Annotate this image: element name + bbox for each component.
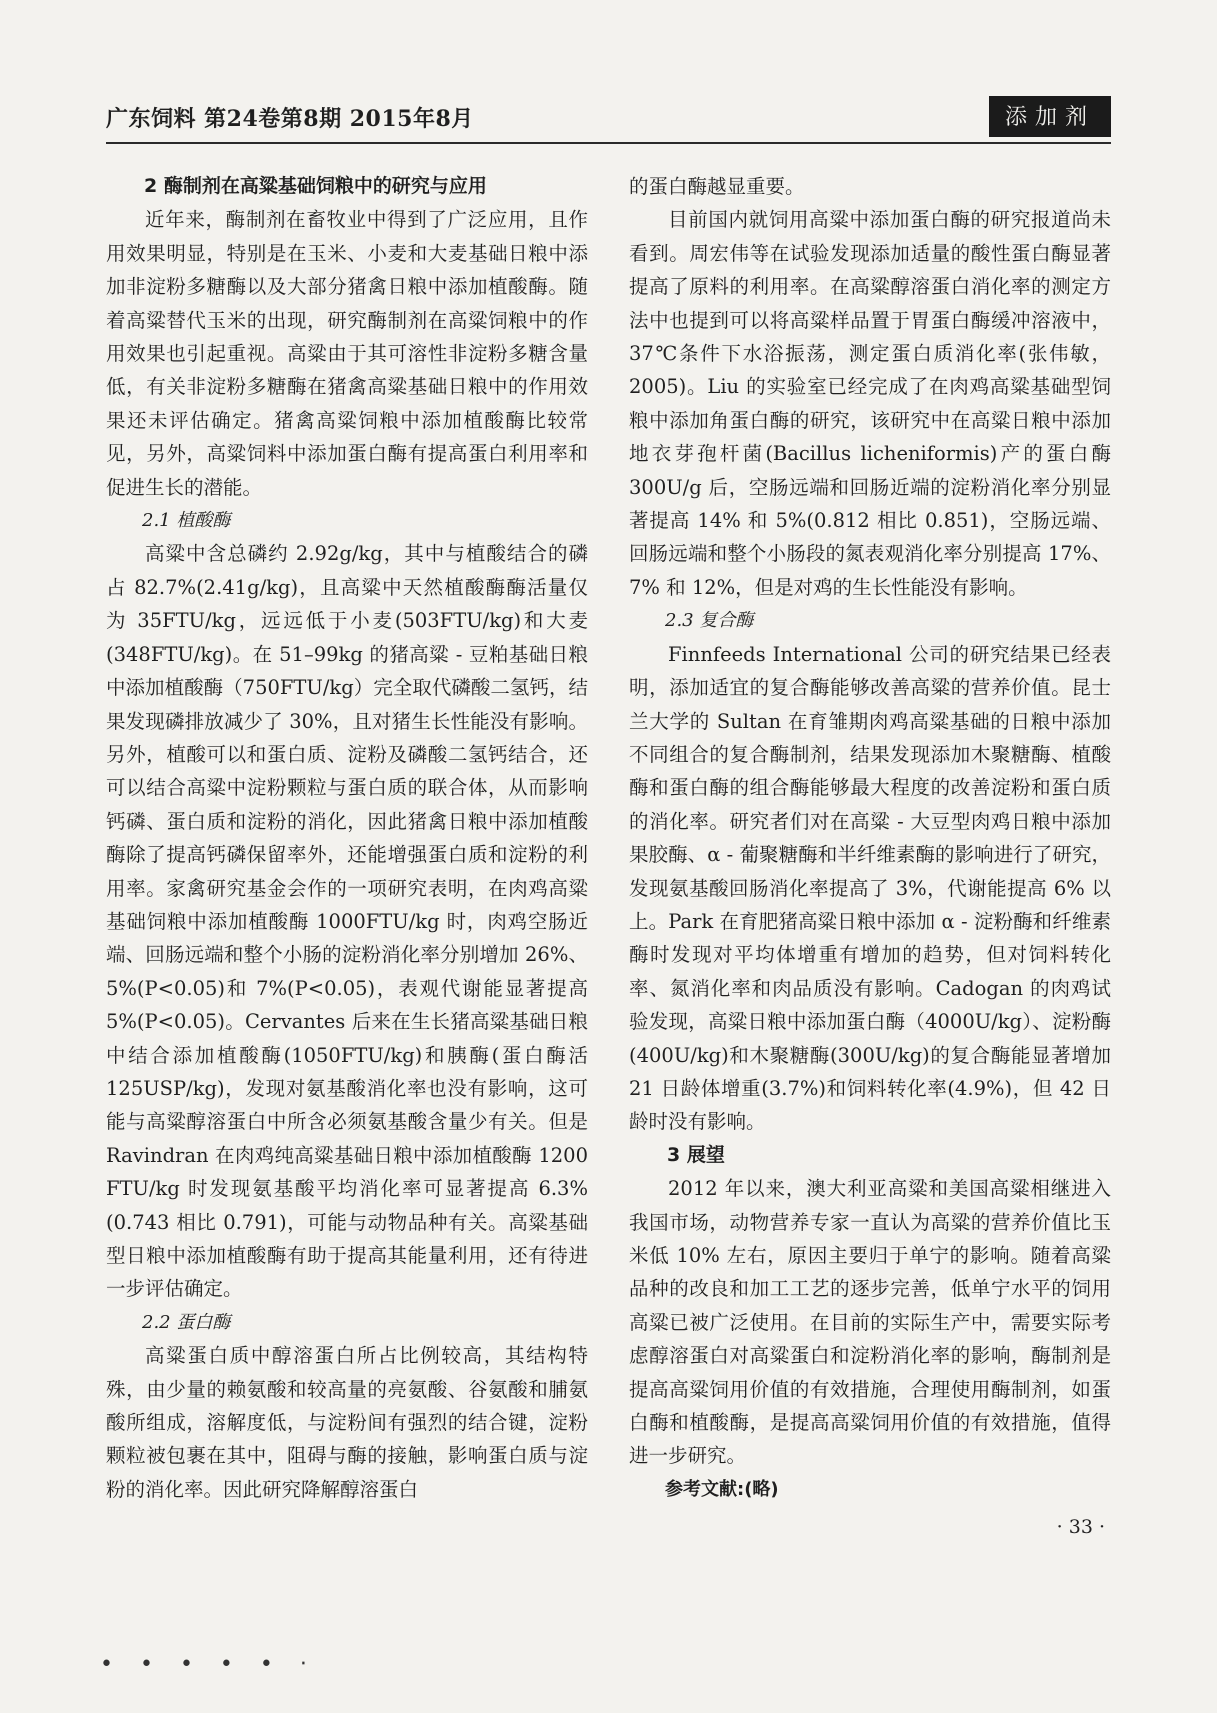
subsection-heading: 2.2 蛋白酶	[142, 1311, 231, 1333]
subsection-heading: 2.1 植酸酶	[142, 510, 231, 532]
paragraph: 2012 年以来，澳大利亚高粱和美国高粱相继进入我国市场，动物营养专家一直认为高粱的营养价值比玉米低 10% 左右，原因主要归于单宁的影响。随着高粱品种的改良和加工工艺的逐步完善，低单宁水平的饲用高粱已被广泛使用。在目前的实际生产中，需要实际考虑醇溶蛋白对高粱蛋白和淀粉消化率的影响，酶制剂是提高高粱饲用价值的有效措施，合理使用酶制剂，如蛋白酶和植酸酶，是提高高粱饲用价值的有效措施，值得进一步研究。	[629, 1177, 1111, 1468]
page-header	[106, 96, 1111, 140]
header-rule	[106, 142, 1111, 144]
paragraph: Finnfeeds International 公司的研究结果已经表明，添加适宜的复合酶能够改善高粱的营养价值。昆士兰大学的 Sultan 在育雏期肉鸡高粱基础的日粮中添加不同组合的复合酶制剂，结果发现添加木聚糖酶、植酸酶和蛋白酶的组合酶能够最大程度的改善淀粉和蛋白质的消化率。研究者们对在高粱 - 大豆型肉鸡日粮中添加果胶酶、α - 葡聚糖酶和半纤维素酶的影响进行了研究，发现氨基酸回肠消化率提高了 3%，代谢能提高 6% 以上。Park 在育肥猪高粱日粮中添加 α - 淀粉酶和纤维素酶时发现对平均体增重有增加的趋势，但对饲料转化率、氮消化率和肉品质没有影响。Cadogan 的肉鸡试验发现，高粱日粮中添加蛋白酶（4000U/kg）、淀粉酶(400U/kg)和木聚糖酶(300U/kg)的复合酶能显著增加 21 日龄体增重(3.7%)和饲料转化率(4.9%)，但 42 日龄时没有影响。	[629, 642, 1111, 1134]
paragraph: 近年来，酶制剂在畜牧业中得到了广泛应用，且作用效果明显，特别是在玉米、小麦和大麦基础日粮中添加非淀粉多糖酶以及大部分猪禽日粮中添加植酸酶。随着高粱替代玉米的出现，研究酶制剂在高粱饲粮中的作用效果也引起重视。高粱由于其可溶性非淀粉多糖含量低，有关非淀粉多糖酶在猪禽高粱基础日粮中的作用效果还未评估确定。猪禽高粱饲粮中添加植酸酶比较常见，另外，高粱饲料中添加蛋白酶有提高蛋白利用率和促进生长的潜能。	[106, 208, 588, 499]
section-heading: 2 酶制剂在高粱基础饲粮中的研究与应用	[144, 175, 487, 197]
paragraph: 高粱中含总磷约 2.92g/kg，其中与植酸结合的磷占 82.7%(2.41g/kg)，且高粱中天然植酸酶酶活量仅为 35FTU/kg，远远低于小麦(503FTU/kg)和大麦(348FTU/kg)。在 51–99kg 的猪高粱 - 豆粕基础日粮中添加植酸酶（750FTU/kg）完全取代磷酸二氢钙，结果发现磷排放减少了 30%，且对猪生长性能没有影响。另外，植酸可以和蛋白质、淀粉及磷酸二氢钙结合，还可以结合高粱中淀粉颗粒与蛋白质的联合体，从而影响钙磷、蛋白质和淀粉的消化，因此猪禽日粮中添加植酸酶除了提高钙磷保留率外，还能增强蛋白质和淀粉的利用率。家禽研究基金会作的一项研究表明，在肉鸡高粱基础饲粮中添加植酸酶 1000FTU/kg 时，肉鸡空肠近端、回肠远端和整个小肠的淀粉消化率分别增加 26%、5%(P<0.05)和 7%(P<0.05)，表观代谢能显著提高 5%(P<0.05)。Cervantes 后来在生长猪高粱基础日粮中结合添加植酸酶(1050FTU/kg)和胰酶(蛋白酶活 125USP/kg)，发现对氨基酸消化率也没有影响，这可能与高粱醇溶蛋白中所含必须氨基酸含量少有关。但是 Ravindran 在肉鸡纯高粱基础日粮中添加植酸酶 1200 FTU/kg 时发现氨基酸平均消化率可显著提高 6.3%(0.743 相比 0.791)，可能与动物品种有关。高粱基础型日粮中添加植酸酶有助于提高其能量利用，还有待进一步评估确定。	[106, 542, 588, 1301]
paragraph-continuation: 的蛋白酶越显重要。	[629, 175, 805, 198]
paragraph: 高粱蛋白质中醇溶蛋白所占比例较高，其结构特殊，由少量的赖氨酸和较高量的亮氨酸、谷氨酸和脯氨酸所组成，溶解度低，与淀粉间有强烈的结合键，淀粉颗粒被包裹在其中，阻碍与酶的接触，影响蛋白质与淀粉的消化率。因此研究降解醇溶蛋白	[106, 1344, 588, 1501]
subsection-heading: 2.3 复合酶	[665, 610, 754, 632]
section-label: 添加剂	[989, 96, 1111, 137]
page-number: · 33 ·	[1056, 1516, 1105, 1538]
section-heading: 3 展望	[667, 1143, 725, 1166]
footer-dots: • • • • • ‧	[100, 1652, 317, 1677]
paragraph: 目前国内就饲用高粱中添加蛋白酶的研究报道尚未看到。周宏伟等在试验发现添加适量的酸性蛋白酶显著提高了原料的利用率。在高粱醇溶蛋白消化率的测定方法中也提到可以将高粱样品置于胃蛋白酶缓冲溶液中，37℃条件下水浴振荡，测定蛋白质消化率(张伟敏，2005)。Liu 的实验室已经完成了在肉鸡高粱基础型饲粮中添加角蛋白酶的研究，该研究中在高粱日粮中添加地衣芽孢杆菌(Bacillus licheniformis)产的蛋白酶 300U/g 后，空肠远端和回肠近端的淀粉消化率分别显著提高 14% 和 5%(0.812 相比 0.851)，空肠远端、回肠远端和整个小肠段的氮表观消化率分别提高 17%、7% 和 12%，但是对鸡的生长性能没有影响。	[629, 208, 1111, 599]
journal-title: 广东饲料 第24卷第8期 2015年8月	[106, 106, 474, 132]
right-column	[629, 170, 1111, 1506]
left-column	[106, 170, 588, 1506]
references-note: 参考文献:(略)	[665, 1478, 779, 1500]
